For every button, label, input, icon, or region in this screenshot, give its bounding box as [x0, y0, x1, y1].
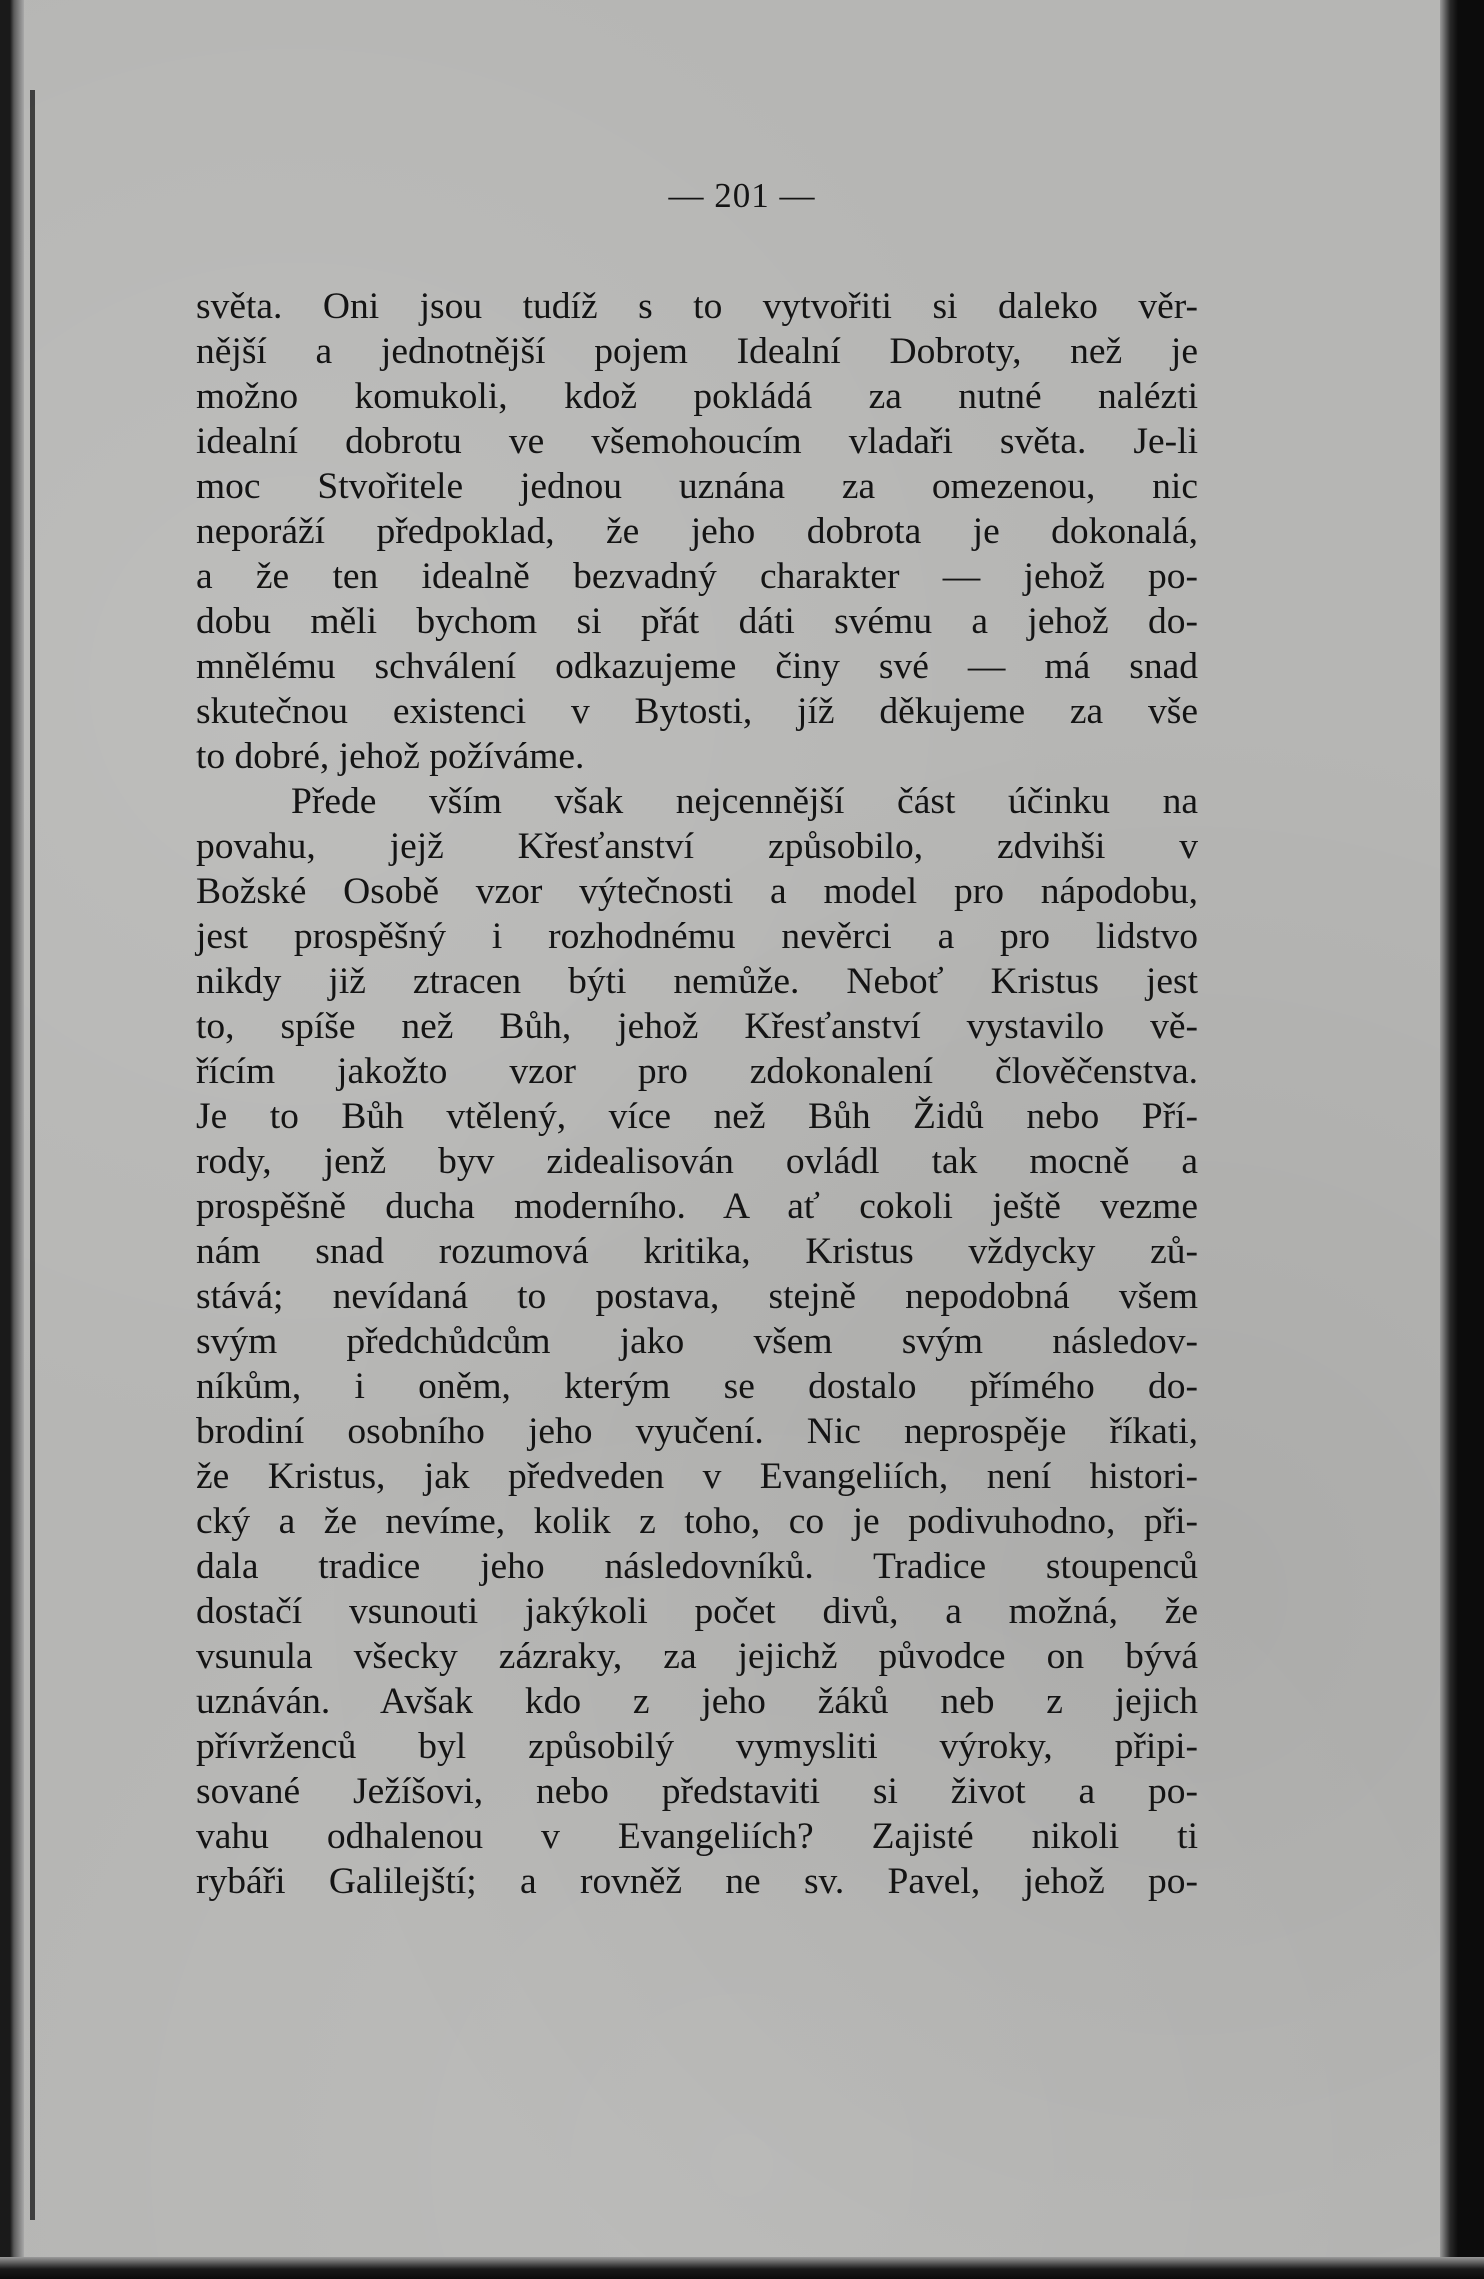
bottom-scan-border	[0, 2257, 1484, 2279]
binding-edge	[0, 0, 24, 2279]
text-line: Božské Osobě vzor výtečnosti a model pro nápodobu,	[196, 871, 1198, 912]
text-line: povahu, jejž Křesťanství způsobilo, zdvihši v	[196, 826, 1198, 867]
text-line: rody, jenž byv zidealisován ovládl tak mocně a	[196, 1141, 1198, 1182]
text-line: brodiní osobního jeho vyučení. Nic neprospěje říkati,	[196, 1411, 1198, 1452]
text-line: to, spíše než Bůh, jehož Křesťanství vystavilo vě-	[196, 1006, 1198, 1047]
text-line: mnělému schválení odkazujeme činy své — má snad	[196, 646, 1198, 687]
text-line: svým předchůdcům jako všem svým následov-	[196, 1321, 1198, 1362]
text-line: níkům, i oněm, kterým se dostalo přímého do-	[196, 1366, 1198, 1407]
text-line-paragraph-start: Přede vším však nejcennější část účinku na	[291, 781, 1198, 822]
text-line: vahu odhalenou v Evangeliích? Zajisté nikoli ti	[196, 1816, 1198, 1857]
text-line: Je to Bůh vtělený, více než Bůh Židů nebo Pří-	[196, 1096, 1198, 1137]
text-line: prospěšně ducha moderního. A ať cokoli ještě vezme	[196, 1186, 1198, 1227]
text-line: nikdy již ztracen býti nemůže. Neboť Kristus jest	[196, 961, 1198, 1002]
text-line: dobu měli bychom si přát dáti svému a jehož do-	[196, 601, 1198, 642]
text-line: řícím jakožto vzor pro zdokonalení člověčenstva.	[196, 1051, 1198, 1092]
text-line: uznáván. Avšak kdo z jeho žáků neb z jejich	[196, 1681, 1198, 1722]
text-line: že Kristus, jak předveden v Evangeliích, není histori-	[196, 1456, 1198, 1497]
text-line: nější a jednotnější pojem Idealní Dobroty, než je	[196, 331, 1198, 372]
binding-line	[30, 90, 35, 2220]
text-line: skutečnou existenci v Bytosti, jíž děkujeme za vše	[196, 691, 1198, 732]
text-line: dala tradice jeho následovníků. Tradice stoupenců	[196, 1546, 1198, 1587]
text-line: dostačí vsunouti jakýkoli počet divů, a možná, že	[196, 1591, 1198, 1632]
body-text	[196, 284, 1198, 1904]
text-line: sované Ježíšovi, nebo představiti si život a po-	[196, 1771, 1198, 1812]
page-number: — 201 —	[668, 176, 816, 215]
text-line-paragraph-end: to dobré, jehož požíváme.	[196, 736, 585, 777]
text-line: a že ten idealně bezvadný charakter — jehož po-	[196, 556, 1198, 597]
text-line: moc Stvořitele jednou uznána za omezenou, nic	[196, 466, 1198, 507]
text-line: neporáží předpoklad, že jeho dobrota je dokonalá,	[196, 511, 1198, 552]
text-line: vsunula všecky zázraky, za jejichž původce on bývá	[196, 1636, 1198, 1677]
text-line: světa. Oni jsou tudíž s to vytvořiti si daleko věr-	[196, 286, 1198, 327]
text-line: stává; nevídaná to postava, stejně nepodobná všem	[196, 1276, 1198, 1317]
text-line: přívrženců byl způsobilý vymysliti výroky, připi-	[196, 1726, 1198, 1767]
text-line: možno komukoli, kdož pokládá za nutné nalézti	[196, 376, 1198, 417]
text-line: nám snad rozumová kritika, Kristus vždycky zů-	[196, 1231, 1198, 1272]
text-line: rybáři Galilejští; a rovněž ne sv. Pavel, jehož po-	[196, 1861, 1198, 1902]
text-line: jest prospěšný i rozhodnému nevěrci a pro lidstvo	[196, 916, 1198, 957]
text-line: idealní dobrotu ve všemohoucím vladaři světa. Je-li	[196, 421, 1198, 462]
text-line: cký a že nevíme, kolik z toho, co je podivuhodno, při-	[196, 1501, 1198, 1542]
right-scan-border	[1440, 0, 1484, 2279]
